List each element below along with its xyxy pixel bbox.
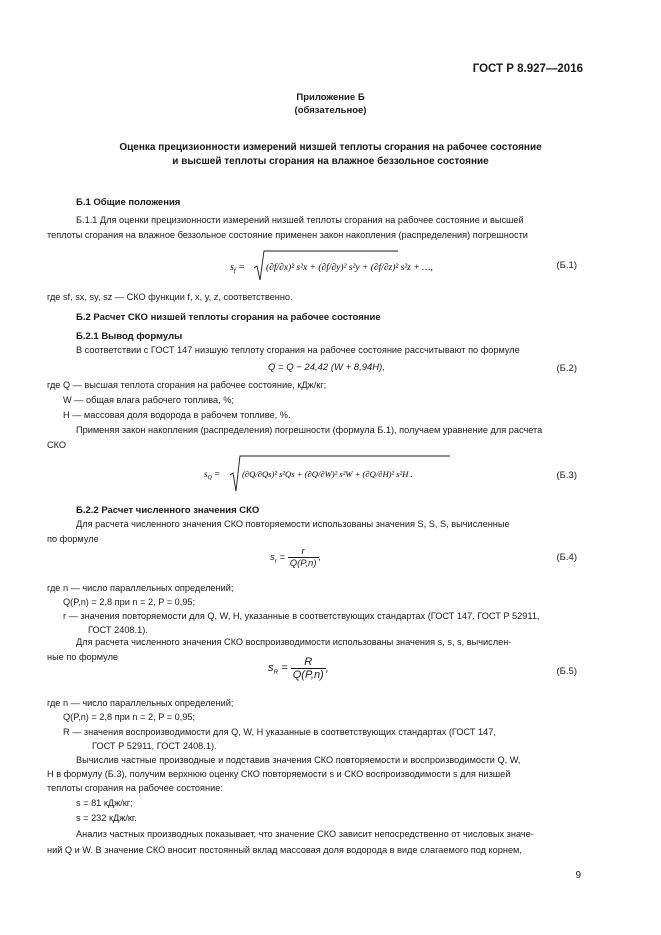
paragraph-line: Вычислив частные производные и подставив значения СКО повторяемости и воспроизводимости Q, W, bbox=[76, 755, 521, 765]
where-qpn: Q(P,n) = 2,8 при n = 2, P = 0,95; bbox=[63, 712, 196, 722]
formula-b5: $s_R$ = $\frac{R}{Q(P,n)}$ , bbox=[268, 656, 329, 681]
formula-number: (Б.5) bbox=[556, 666, 577, 677]
where-n: где n — число параллельных определений; bbox=[47, 583, 234, 593]
formula-number: (Б.4) bbox=[556, 552, 577, 563]
where-n: где n — число параллельных определений; bbox=[47, 698, 234, 708]
paragraph-line: H в формулу (Б.3), получим верхнюю оценку СКО повторяемости s и СКО воспроизводимости s для низшей bbox=[47, 769, 511, 779]
paragraph-line: по формуле bbox=[47, 534, 99, 544]
where-r: r — значения повторяемости для Q, W, H, указанные в соответствующих стандартах (ГОСТ 147, ГОСТ Р 52911, bbox=[63, 611, 540, 621]
paragraph-line: ний Q и W. В значение СКО вносит постоянный вклад массовая доля водорода в виде слагаемого под корнем, bbox=[47, 845, 522, 855]
formula-b2: Q = Q − 24,42 (W + 8,94H), bbox=[268, 362, 385, 373]
appendix-subtitle: (обязательное) bbox=[294, 105, 367, 116]
formula-b1-svg bbox=[230, 248, 433, 284]
section-heading: Б.2 Расчет СКО низшей теплоты сгорания на рабочее состояние bbox=[76, 312, 381, 323]
value-sR: s = 232 кДж/кг. bbox=[76, 813, 137, 823]
formula-number: (Б.2) bbox=[556, 363, 577, 374]
where-qpn: Q(P,n) = 2,8 при n = 2, P = 0,95; bbox=[63, 597, 196, 607]
paragraph-line: ные по формуле bbox=[47, 652, 119, 662]
subsection-heading: Б.2.2 Расчет численного значения СКО bbox=[76, 505, 260, 516]
svg-text:sQ =: $s_Q$ = bbox=[204, 469, 221, 481]
svg-text:sf =: $s_f$ = bbox=[230, 262, 245, 274]
definition-h: H — массовая доля водорода в рабочем топливе, %. bbox=[63, 410, 291, 420]
main-title-line1: Оценка прецизионности измерений низшей теплоты сгорания на рабочее состояние bbox=[119, 142, 542, 153]
where-sf: где sf, sx, sy, sz — СКО функции f, x, y, z, соответственно. bbox=[47, 292, 293, 302]
paragraph-line: СКО bbox=[47, 440, 67, 450]
value-sr: s = 81 кДж/кг; bbox=[76, 798, 133, 808]
standard-number: ГОСТ Р 8.927—2016 bbox=[472, 63, 583, 75]
appendix-title: Приложение Б bbox=[296, 92, 365, 103]
svg-text:(∂f/∂x)² s²x + (∂f/∂y)² s²y +: (∂f/∂x)² s²x + (∂f/∂y)² s²y + (∂f/∂z)² s²z + …, bbox=[266, 263, 433, 273]
paragraph-line: В соответствии с ГОСТ 147 низшую теплоту сгорания на рабочее состояние рассчитывают по формуле bbox=[76, 345, 520, 355]
formula-b3 bbox=[204, 453, 454, 500]
formula-b1 bbox=[230, 248, 433, 287]
paragraph-line: Для расчета численного значения СКО воспроизводимости использованы значения s, s, s, вычислен- bbox=[76, 637, 512, 647]
where-r-cont: ГОСТ Р 52911, ГОСТ 2408.1). bbox=[92, 741, 217, 751]
where-r-cont: ГОСТ 2408.1). bbox=[88, 625, 148, 635]
formula-number: (Б.1) bbox=[556, 260, 577, 271]
formula-number: (Б.3) bbox=[556, 470, 577, 481]
definition-w: W — общая влага рабочего топлива, %; bbox=[63, 395, 234, 405]
definition-q: где Q — высшая теплота сгорания на рабочее состояние, кДж/кг; bbox=[47, 380, 327, 390]
paragraph-line: Б.1.1 Для оценки прецизионности измерений низшей теплоты сгорания на рабочее состояние и высшей bbox=[76, 215, 524, 225]
paragraph-line: теплоты сгорания на рабочее состояние: bbox=[47, 783, 223, 793]
page-number: 9 bbox=[575, 870, 581, 881]
paragraph-line: Применяя закон накопления (распределения) погрешности (формула Б.1), получаем уравнение для расчета bbox=[76, 425, 543, 435]
where-r: R — значения воспроизводимости для Q, W, H указанные в соответствующих стандартах (ГОСТ 147, bbox=[63, 727, 496, 737]
paragraph-line: теплоты сгорания на влажное беззольное состояние применен закон накопления (распределения) погрешности bbox=[47, 230, 528, 240]
subsection-heading: Б.2.1 Вывод формулы bbox=[76, 331, 183, 342]
section-heading: Б.1 Общие положения bbox=[76, 197, 181, 208]
main-title-line2: и высшей теплоты сгорания на влажное беззольное состояние bbox=[172, 156, 489, 167]
paragraph-line: Анализ частных производных показывает, что значение СКО зависит непосредственно от числовых значе- bbox=[76, 829, 534, 839]
svg-text:(∂Q/∂Qs)² s²Qs + (∂Q/∂W)² s²W: (∂Q/∂Qs)² s²Qs + (∂Q/∂W)² s²W + (∂Q/∂H)² s²H . bbox=[242, 469, 413, 479]
formula-b4: $s_r$ = $\frac{r}{Q(P,n)}$ , bbox=[270, 546, 322, 569]
paragraph-line: Для расчета численного значения СКО повторяемости использованы значения S, S, S, вычисленные bbox=[76, 519, 510, 529]
formula-b3-svg bbox=[204, 453, 454, 495]
